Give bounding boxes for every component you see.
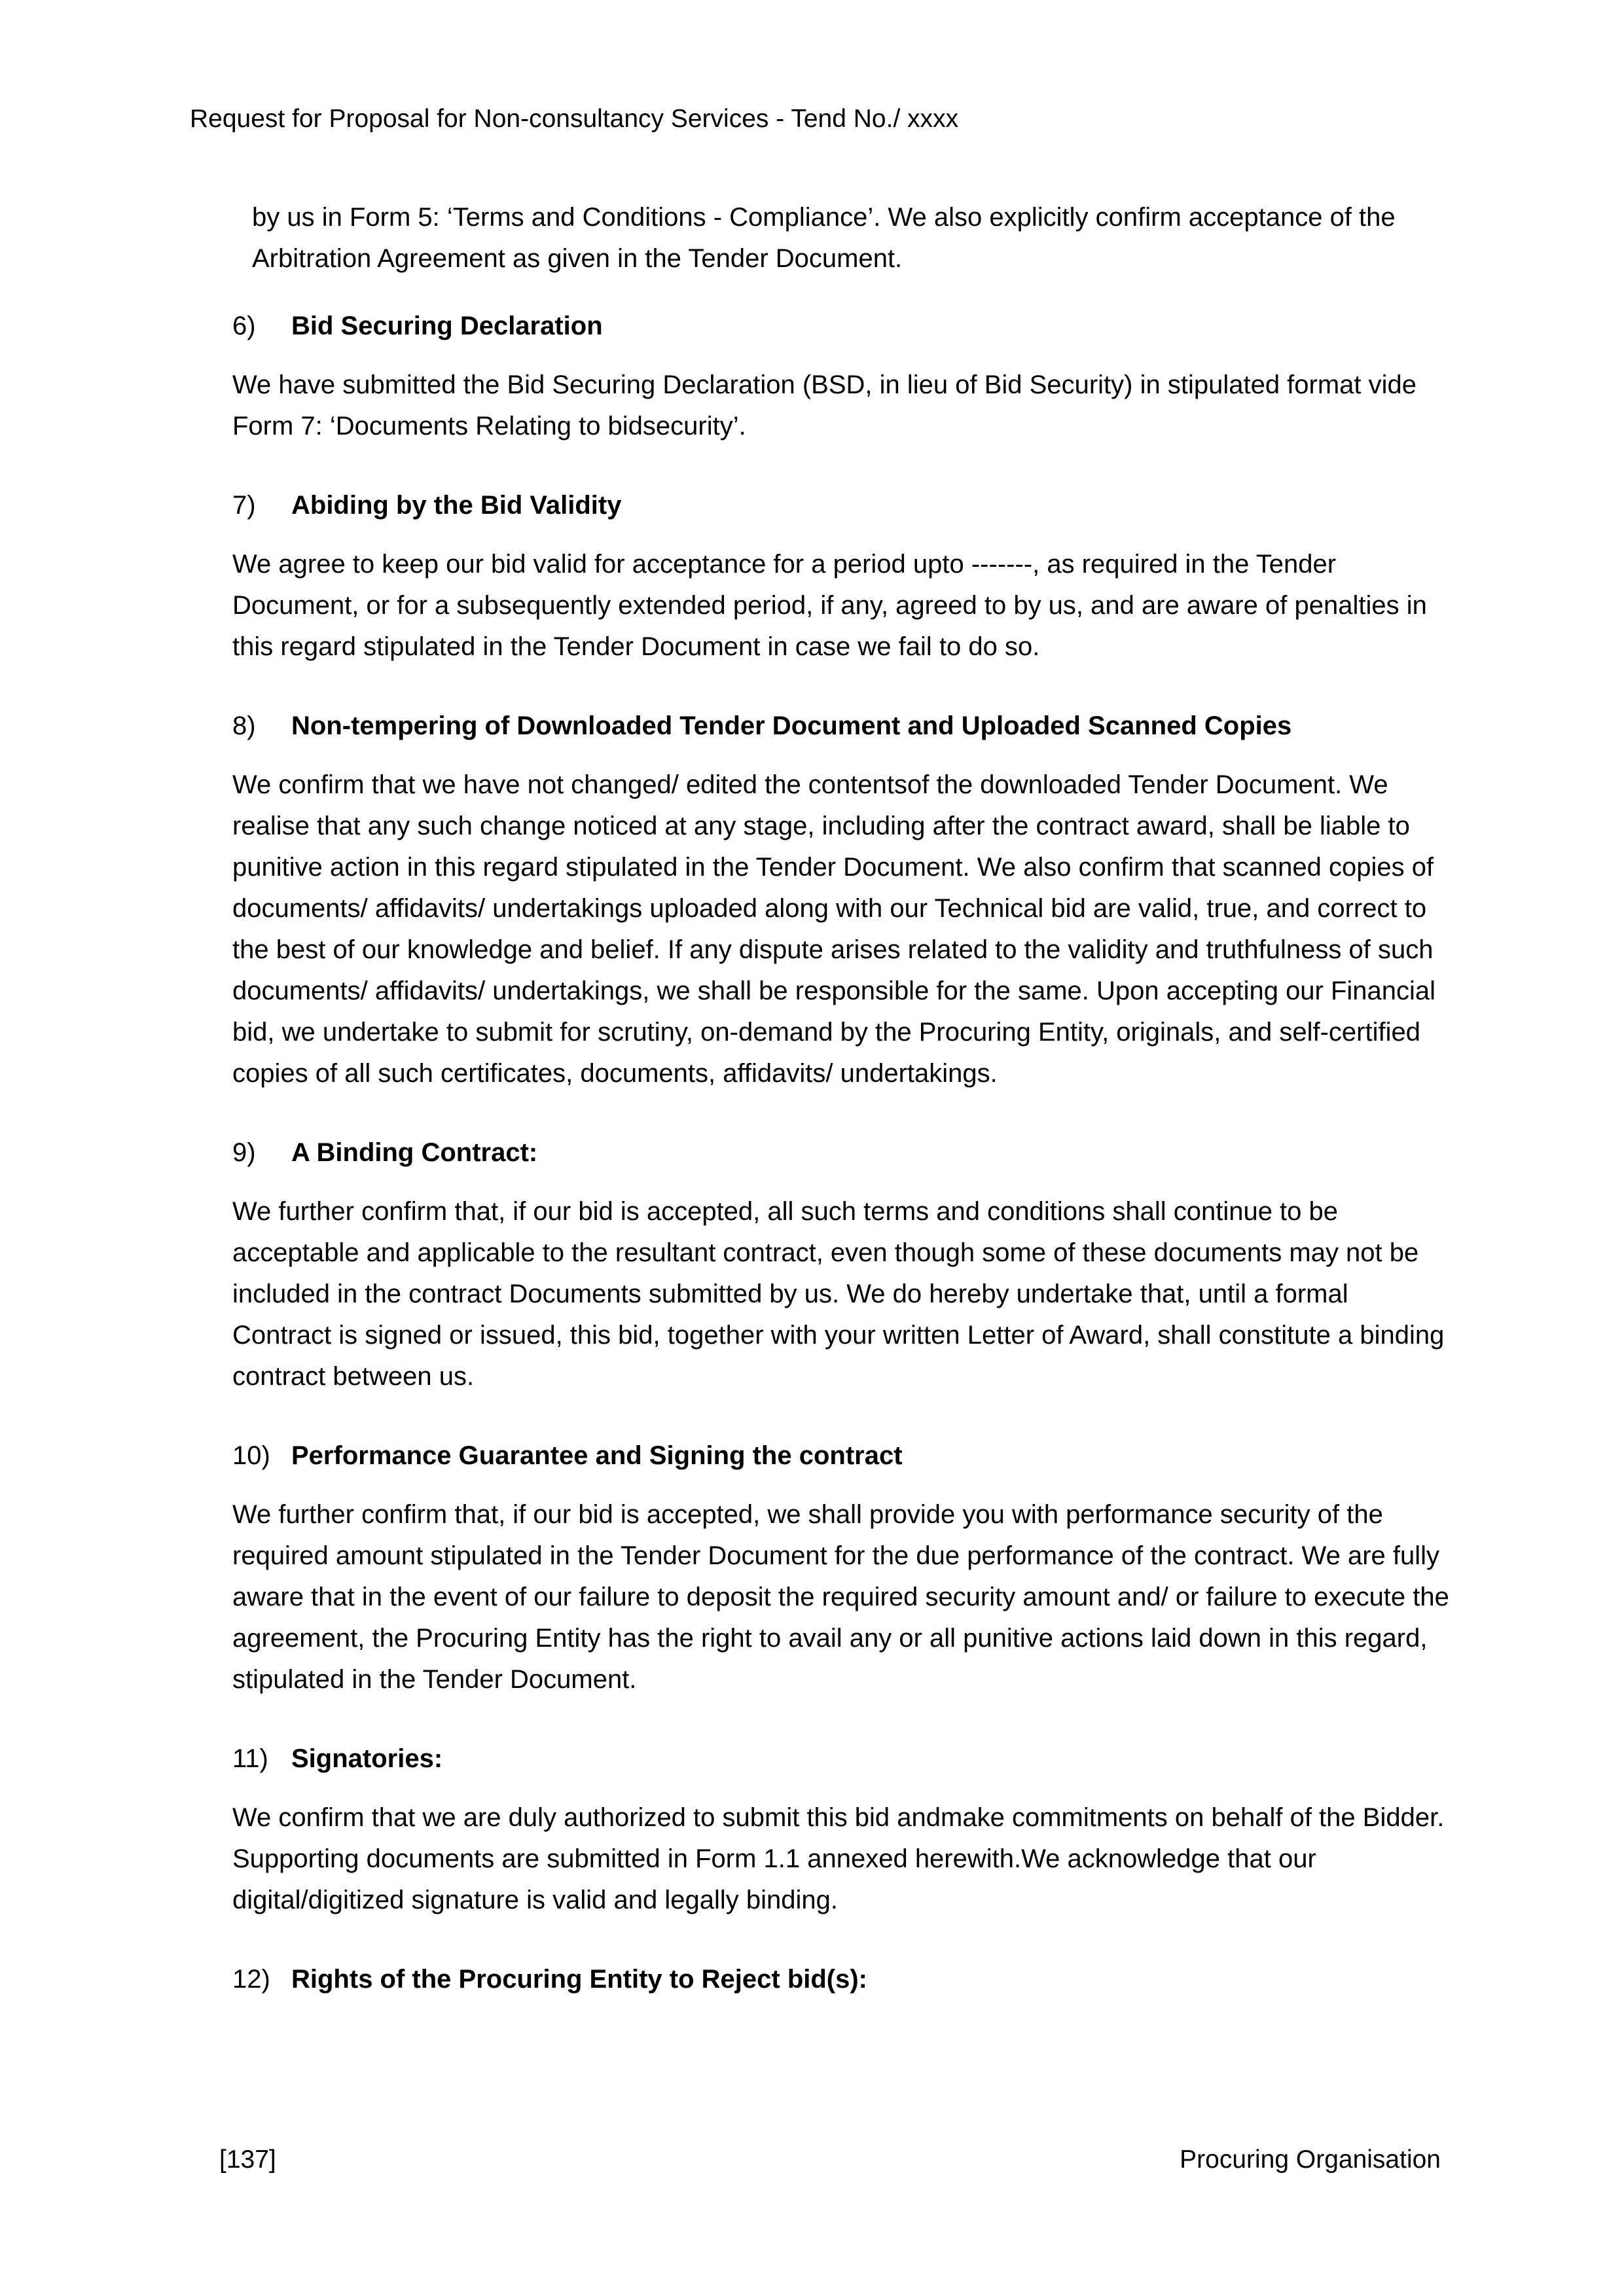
section-12: [190, 1959, 1451, 2000]
page-footer: [219, 2139, 1441, 2180]
section-title: Non-tempering of Downloaded Tender Document and Uploaded Scanned Copies: [291, 711, 1292, 740]
section-heading: [232, 306, 1451, 347]
section-number: 12): [232, 1965, 270, 1994]
page-header-title: Request for Proposal for Non-consultancy Services - Tend No./ xxxx: [190, 105, 959, 133]
section-body: We have submitted the Bid Securing Declaration (BSD, in lieu of Bid Security) in stipulated format vide Form 7: ‘Documents Relating to bidsecurity’.: [232, 370, 1417, 440]
section-number: 7): [232, 491, 256, 520]
section-heading: [232, 1959, 1451, 2000]
section-title: Signatories:: [291, 1744, 443, 1773]
intro-paragraph: by us in Form 5: ‘Terms and Conditions - Compliance’. We also explicitly confirm acceptance of the Arbitration Agreement as given in the Tender Document.: [252, 203, 1396, 273]
section-title: Abiding by the Bid Validity: [291, 491, 622, 520]
page-content: [190, 98, 1451, 2018]
section-9: [190, 1132, 1451, 1397]
section-body: We confirm that we are duly authorized to submit this bid andmake commitments on behalf of the Bidder. Supporting documents are submitted in Form 1.1 annexed herewith.We acknowledge that our digital/digitized signature is valid and legally binding.: [232, 1803, 1445, 1914]
section-title: Bid Securing Declaration: [291, 312, 603, 340]
section-title: Performance Guarantee and Signing the contract: [291, 1441, 903, 1470]
section-6: [190, 306, 1451, 447]
section-8: [190, 706, 1451, 1094]
section-title: Rights of the Procuring Entity to Reject bid(s):: [291, 1965, 867, 1994]
section-number: 6): [232, 312, 256, 340]
section-7: [190, 485, 1451, 668]
section-number: 8): [232, 711, 256, 740]
section-heading: [232, 485, 1451, 526]
section-heading: [232, 1132, 1451, 1174]
section-title: A Binding Contract:: [291, 1138, 538, 1167]
section-number: 11): [232, 1744, 268, 1773]
section-body: We further confirm that, if our bid is accepted, all such terms and conditions shall continue to be acceptable and applicable to the resultant contract, even though some of these documents may not be included in the contract Documents submitted by us. We do hereby undertake that, until a formal Contract is signed or issued, this bid, together with your written Letter of Award, shall constitute a binding contract between us.: [232, 1197, 1445, 1391]
section-number: 9): [232, 1138, 256, 1167]
section-body: We agree to keep our bid valid for acceptance for a period upto -------, as required in the Tender Document, or for a subsequently extended period, if any, agreed to by us, and are aware of penalties in this regard stipulated in the Tender Document in case we fail to do so.: [232, 550, 1427, 661]
section-body: We confirm that we have not changed/ edited the contentsof the downloaded Tender Document. We realise that any such change noticed at any stage, including after the contract award, shall be liable to punitive action in this regard stipulated in the Tender Document. We also confirm that scanned copies of documents/ affidavits/ undertakings uploaded along with our Technical bid are valid, true, and correct to the best of our knowledge and belief. If any dispute arises related to the validity and truthfulness of such documents/ affidavits/ undertakings, we shall be responsible for the same. Upon accepting our Financial bid, we undertake to submit for scrutiny, on-demand by the Procuring Entity, originals, and self-certified copies of all such certificates, documents, affidavits/ undertakings.: [232, 770, 1436, 1088]
section-10: [190, 1435, 1451, 1700]
section-number: 10): [232, 1441, 270, 1470]
footer-page-number: [137]: [219, 2145, 276, 2174]
section-heading: [232, 706, 1451, 747]
section-heading: [232, 1435, 1451, 1477]
section-heading: [232, 1738, 1451, 1780]
footer-org-label: Procuring Organisation: [1180, 2145, 1441, 2174]
section-11: [190, 1738, 1451, 1921]
section-body: We further confirm that, if our bid is accepted, we shall provide you with performance security of the required amount stipulated in the Tender Document for the due performance of the contract. We are fully aware that in the event of our failure to deposit the required security amount and/ or failure to execute the agreement, the Procuring Entity has the right to avail any or all punitive actions laid down in this regard, stipulated in the Tender Document.: [232, 1500, 1449, 1694]
